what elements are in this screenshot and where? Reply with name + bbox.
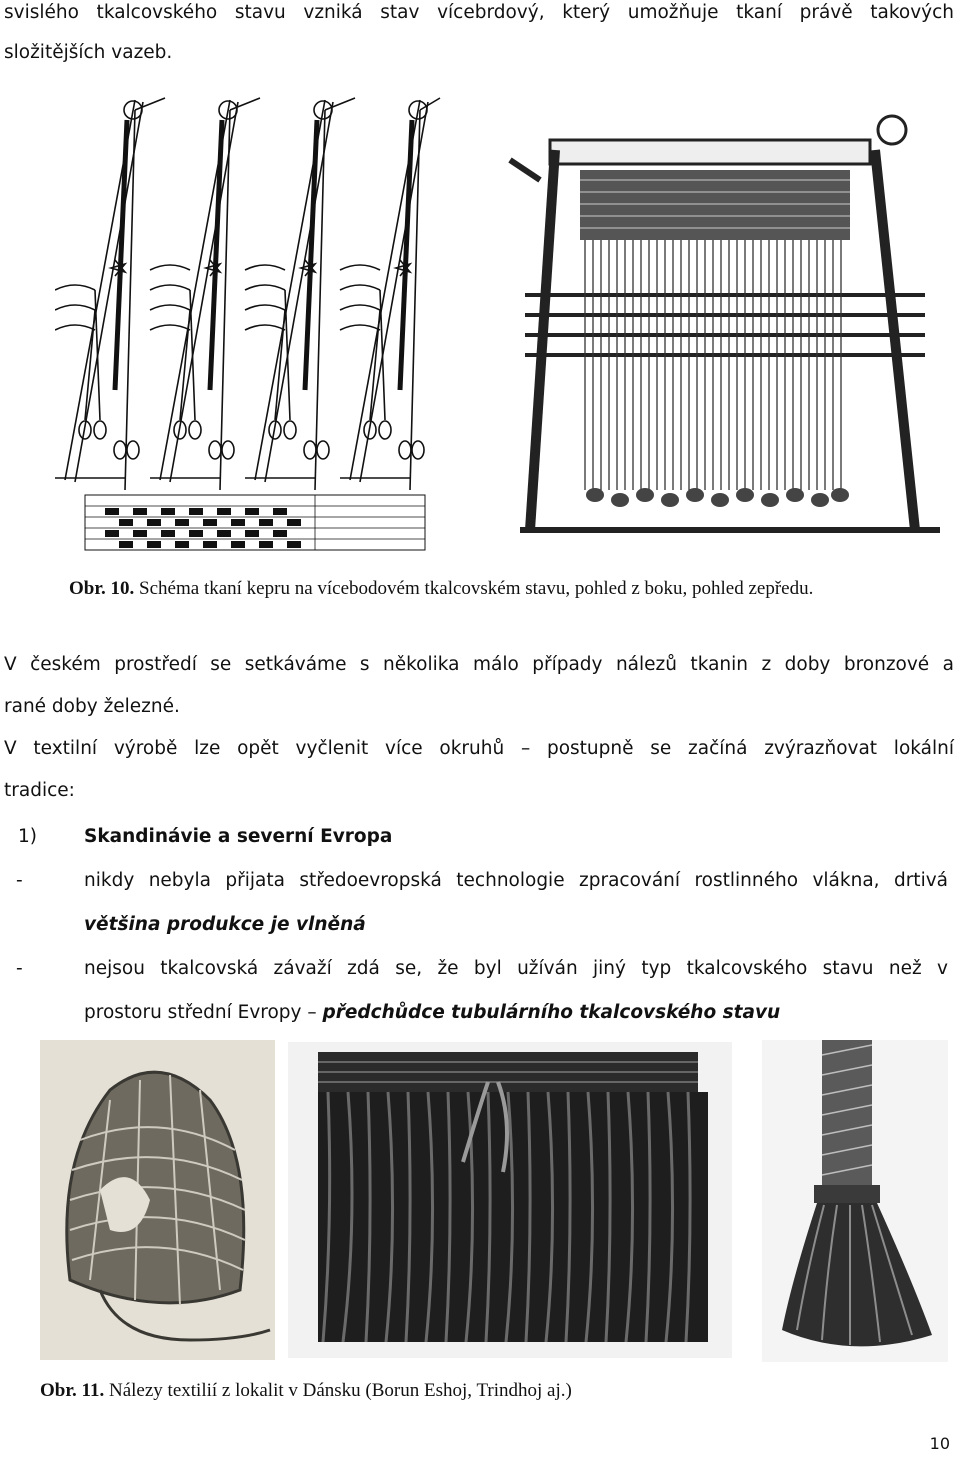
bullet-text-emph: předchůdce tubulárního tkalcovského stavu [322,1002,781,1023]
hairnet-cap-photo [40,1040,275,1360]
bullet-text: nikdy nebyla přijata středoevropská technologie zpracování rostlinného vlákna, drtivá [84,870,948,891]
schematic-4 [340,98,440,490]
loom-side-schematic-figure [55,90,445,560]
list-number: 1) [18,826,37,847]
loom-front-drawing-figure [500,100,948,555]
text-line: V textilní výrobě lze opět vyčlenit více okruhů – postupně se začíná zvýrazňovat lokální [4,738,954,759]
dash: - [16,958,23,979]
list-title: Skandinávie a severní Evropa [84,826,393,847]
pattern-table [85,495,425,550]
text-line: rané doby železné. [4,696,180,717]
bullet-text: nejsou tkalcovská závaží zdá se, že byl užíván jiný typ tkalcovského stavu než v [84,958,948,979]
caption-label: Obr. 10. [69,578,135,599]
bullet-text-emph: většina produkce je vlněná [84,914,366,935]
text-line: V českém prostředí se setkáváme s několika málo případy nálezů tkanin z doby bronzové a [4,654,954,675]
text-line: složitějších vazeb. [4,42,173,63]
loom-schematic-drawing [55,90,445,560]
caption-text: Nálezy textilií z lokalit v Dánsku (Borun Eshoj, Trindhoj aj.) [109,1380,572,1401]
belt-tassel-photo [762,1040,948,1362]
bullet-text-wrap [84,1000,948,1026]
caption-text: Schéma tkaní kepru na vícebodovém tkalcovském stavu, pohled z boku, pohled zepředu. [139,578,814,599]
bullet-text-plain: prostoru střední Evropy – [84,1002,323,1023]
text-line: svislého tkalcovského stavu vzniká stav vícebrdový, který umožňuje tkaní právě takových [4,2,954,23]
loom-front-drawing [500,100,948,555]
caption-label: Obr. 11. [40,1380,105,1401]
cord-skirt-photo [288,1042,732,1358]
schematic-2 [150,98,260,490]
figure-11-caption [40,1380,572,1402]
dash: - [16,870,23,891]
schematic-1 [55,98,165,490]
figure-10-caption [69,578,813,600]
belt-tassel-image [762,1040,948,1362]
page-number: 10 [929,1434,950,1453]
text-line: tradice: [4,780,75,801]
schematic-3 [245,98,355,490]
cord-skirt-image [288,1042,732,1358]
hairnet-cap-image [40,1040,275,1360]
